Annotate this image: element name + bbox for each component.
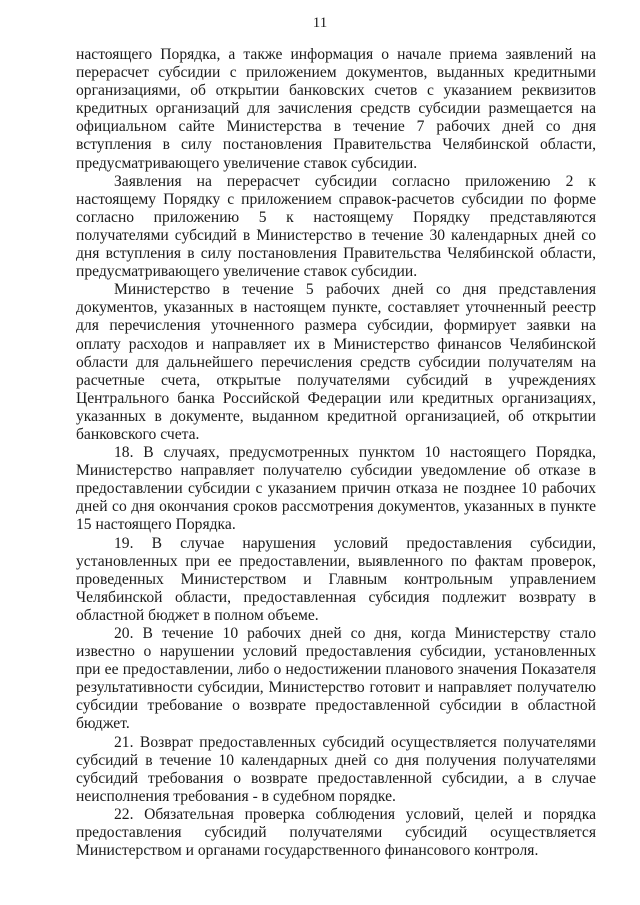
paragraph-recalculation-applications: Заявления на перерасчет субсидии согласно приложению 2 к настоящему Порядку с приложением справок-расчетов субсидии по форме согласно приложению 5 к настоящему Порядку представляются получателями субсидий в Министерство в течение 30 календарных дней со дня вступления в силу постановления Правительства Челябинской области, предусматривающего увеличение ставок субсидии.: [76, 172, 596, 281]
paragraph-item-19: 19. В случае нарушения условий предоставления субсидии, установленных при ее предоставлении, выявленного по фактам проверок, проведенных Министерством и Главным контрольным управлением Челябинской области, предоставленная субсидия подлежит возврату в областной бюджет в полном объеме.: [76, 534, 596, 624]
document-body: [76, 46, 596, 860]
paragraph-item-21: 21. Возврат предоставленных субсидий осуществляется получателями субсидий в течение 10 календарных дней со дня получения получателями субсидий требования о возврате предоставленной субсидии, а в случае неисполнения требования - в судебном порядке.: [76, 733, 596, 805]
paragraph-ministry-register: Министерство в течение 5 рабочих дней со дня представления документов, указанных в настоящем пункте, составляет уточненный реестр для перечисления уточненного размера субсидии, формирует заявки на оплату расходов и направляет их в Министерство финансов Челябинской области для дальнейшего перечисления средств субсидии получателям на расчетные счета, открытые получателями субсидий в учреждениях Центрального банка Российской Федерации или кредитных организациях, указанных в документе, выданном кредитной организацией, об открытии банковского счета.: [76, 281, 596, 443]
paragraph-item-20: 20. В течение 10 рабочих дней со дня, когда Министерству стало известно о нарушении условий предоставления субсидии, установленных при ее предоставлении, либо о недостижении планового значения Показателя результативности субсидии, Министерство готовит и направляет получателю субсидии требование о возврате предоставленной субсидии в областной бюджет.: [76, 625, 596, 733]
paragraph-item-18: 18. В случаях, предусмотренных пунктом 10 настоящего Порядка, Министерство направляет получателю субсидии уведомление об отказе в предоставлении субсидии с указанием причин отказа не позднее 10 рабочих дней со дня окончания сроков рассмотрения документов, указанных в пункте 15 настоящего Порядка.: [76, 444, 596, 534]
page-number: 11: [312, 15, 328, 31]
paragraph-continuation: настоящего Порядка, а также информация о начале приема заявлений на перерасчет субсидии с приложением документов, выданных кредитными организациями, об открытии банковских счетов с указанием реквизитов кредитных организаций для зачисления средств субсидии размещается на официальном сайте Министерства в течение 7 рабочих дней со дня вступления в силу постановления Правительства Челябинской области, предусматривающего увеличение ставок субсидии.: [76, 46, 596, 172]
paragraph-item-22: 22. Обязательная проверка соблюдения условий, целей и порядка предоставления субсидий получателями субсидий осуществляется Министерством и органами государственного финансового контроля.: [76, 805, 596, 860]
